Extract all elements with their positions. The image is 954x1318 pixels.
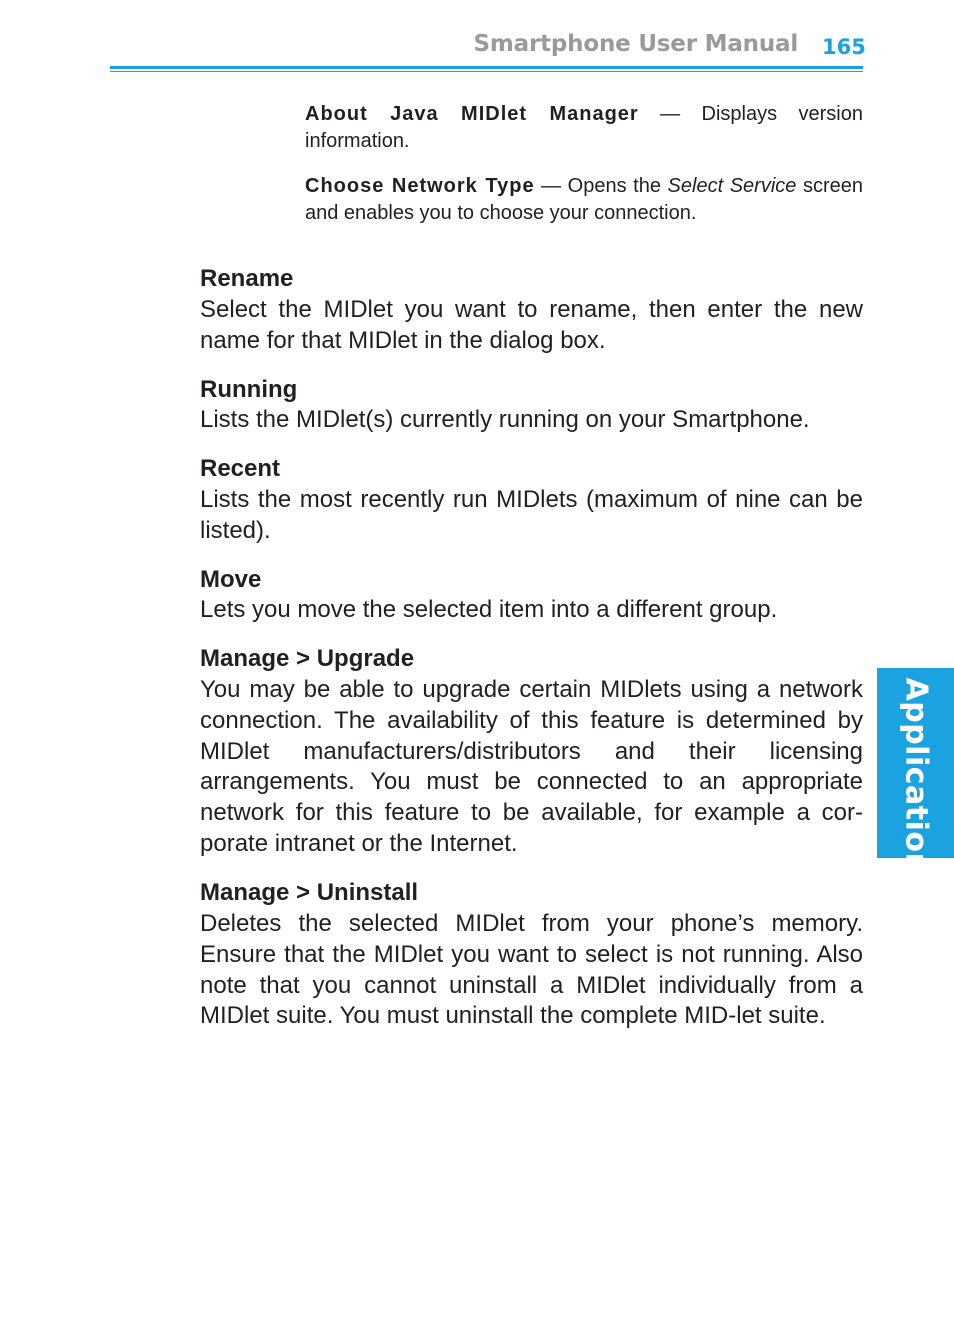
sub-item-term: Choose Network Type <box>305 175 535 197</box>
section-title-recent: Recent <box>200 455 281 482</box>
sub-item-about <box>305 101 863 155</box>
section-title-running: Running <box>200 376 298 403</box>
section-title-upgrade: Manage > Upgrade <box>200 645 415 672</box>
sub-item-italic: Select Service <box>667 175 797 197</box>
section-body-move: Lets you move the selected item into a different group. <box>200 596 778 623</box>
header-rule-thick <box>110 66 863 69</box>
section-body-recent: Lists the most recently run MIDlets (maximum of nine can be listed). <box>200 486 863 544</box>
section-body-upgrade: You may be able to upgrade certain MIDlets using a network connection. The availability of this feature is determined by MIDlet manufacturers/distributors and their licensing arrangements. You must be connected to an appropriate network for this feature to be available, for example a cor-porate intranet or the Internet. <box>200 676 863 857</box>
sub-item-desc-end: screen and enables you to choose your connection. <box>305 175 863 224</box>
sub-item-desc: — Opens the <box>541 175 668 197</box>
section-title-move: Move <box>200 566 262 593</box>
page-number: 165 <box>822 35 866 59</box>
sub-item-term: About Java MIDlet Manager <box>305 103 639 125</box>
sub-item-network <box>305 173 863 227</box>
manual-title: Smartphone User Manual <box>473 31 798 57</box>
chapter-side-tab-label: 8. Applications <box>898 633 933 893</box>
section-body-uninstall: Deletes the selected MIDlet from your phone’s memory. Ensure that the MIDlet you want to select is not running. Also note that you cannot uninstall a MIDlet individually from a MIDlet suite. You must uninstall the complete MID-let suite. <box>200 910 863 1030</box>
sub-item-desc: — Displays version information. <box>305 103 863 152</box>
chapter-side-tab <box>877 633 954 893</box>
section-body-running: Lists the MIDlet(s) currently running on your Smartphone. <box>200 406 810 433</box>
section-title-uninstall: Manage > Uninstall <box>200 879 419 906</box>
section-title-rename: Rename <box>200 265 294 292</box>
section-body-rename: Select the MIDlet you want to rename, then enter the new name for that MIDlet in the dialog box. <box>200 296 863 354</box>
header-rule-thin <box>110 71 863 72</box>
